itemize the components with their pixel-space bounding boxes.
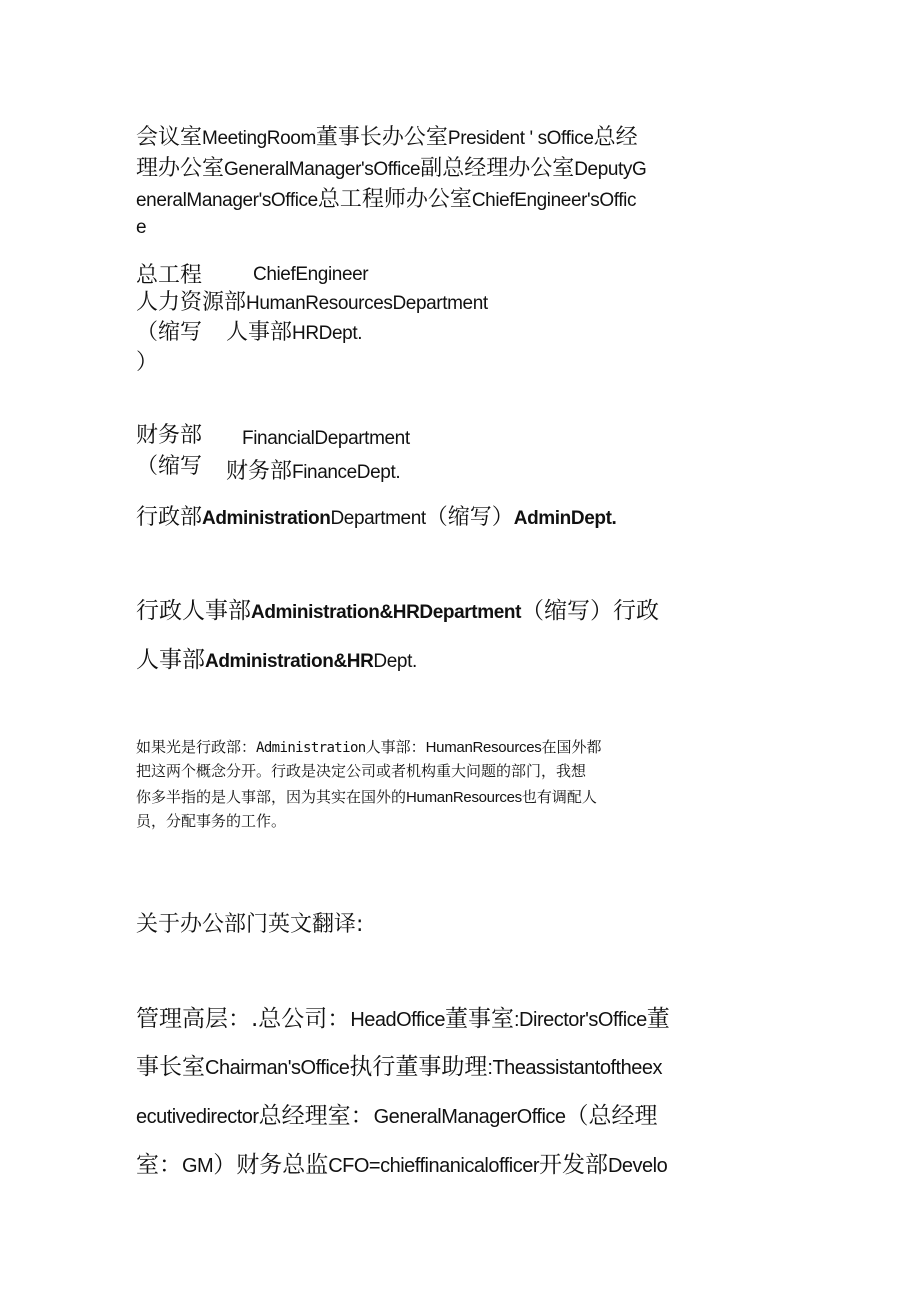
finance-abbr-paren: （缩写 [136, 454, 203, 479]
text-cn: 董事长办公室 [315, 125, 448, 150]
text-cn: 总经 [593, 125, 638, 150]
text-cn: 理办公室 [136, 156, 225, 181]
finance-abbr [226, 461, 400, 483]
text-en: Department [330, 508, 426, 529]
text-en: HumanResourcesDepartment [246, 293, 488, 314]
text-en: Dept. [373, 651, 417, 672]
mgmt-line-4 [136, 1154, 667, 1177]
mgmt-line-3 [136, 1105, 658, 1128]
finance-en: FinancialDepartment [242, 428, 410, 449]
admin-hr-line-2 [136, 649, 417, 672]
text-en: MeetingRoom [202, 128, 316, 149]
office-line-4: e [136, 217, 147, 238]
text-cn: 董事室 [445, 1006, 514, 1032]
text-en: :Director'sOffice [514, 1009, 647, 1031]
chief-engineer-en: ChiefEngineer [253, 264, 369, 285]
admin-department-line [136, 507, 616, 529]
text-cn: 行政部 [136, 505, 203, 530]
text-cn: （缩写）行政 [521, 598, 659, 624]
text-cn: 会议室 [136, 125, 203, 150]
text-cn: 总经理室： [258, 1103, 374, 1129]
text-en: Administration&HRDepartment [251, 602, 521, 623]
text-cn: 事长室 [136, 1054, 205, 1080]
text-en: :Theassistantoftheex [487, 1057, 662, 1079]
text-en: HRDept. [292, 323, 363, 344]
text-cn: 也有调配人 [521, 788, 597, 806]
text-cn: 室： [136, 1152, 182, 1178]
text-en: GM [182, 1155, 214, 1177]
text-en: ChiefEngineer'sOffic [471, 190, 637, 211]
text-cn: （总经理 [565, 1103, 658, 1129]
text-en: AdminDept. [513, 508, 617, 529]
text-cn: （缩写） [425, 505, 514, 530]
text-cn: 副总经理办公室 [420, 156, 575, 181]
office-line-2 [136, 158, 646, 180]
hr-close-paren: ） [136, 350, 159, 375]
text-en: Administration [202, 508, 331, 529]
admin-hr-line-1 [136, 600, 659, 623]
text-en: Chairman'sOffice [205, 1057, 350, 1079]
hr-abbr-paren: （缩写 [136, 320, 203, 345]
para-line-1 [136, 739, 602, 755]
text-cn: 开发部 [538, 1152, 608, 1178]
text-cn: ）财务总监 [213, 1152, 329, 1178]
text-cn: .总公司： [251, 1006, 351, 1032]
text-en: Administration [256, 740, 366, 756]
text-en: Administration&HR [205, 651, 374, 672]
text-en: HumanResources [406, 789, 522, 806]
text-en: CFO=chieffinanicalofficer [328, 1155, 539, 1177]
text-cn: 执行董事助理 [349, 1054, 488, 1080]
office-line-3 [136, 189, 636, 211]
text-cn: 行政人事部 [136, 598, 251, 624]
text-en: FinanceDept. [292, 462, 401, 483]
text-en: eneralManager'sOffice [136, 190, 318, 211]
text-cn: 人力资源部 [136, 290, 247, 315]
text-cn: 总工程师办公室 [317, 187, 472, 212]
office-line-1 [136, 127, 638, 149]
text-en: GeneralManagerOffice [373, 1106, 566, 1128]
text-en: HumanResources [425, 739, 542, 756]
text-en: DeputyG [574, 159, 647, 180]
para-line-3 [136, 789, 597, 805]
text-cn: 在国外都 [541, 738, 602, 756]
text-cn: 董 [646, 1006, 670, 1032]
hr-department-line [136, 292, 488, 314]
text-cn: 人事部 [226, 320, 293, 345]
text-en: President ' sOffice [447, 128, 594, 149]
text-cn: 如果光是行政部： [136, 738, 257, 756]
text-cn: 管理高层： [136, 1006, 251, 1032]
mgmt-line-1 [136, 1008, 670, 1031]
text-en: GeneralManager'sOffice [224, 159, 421, 180]
section-heading: 关于办公部门英文翻译: [136, 912, 364, 937]
text-cn: 人事部 [136, 647, 205, 673]
text-en: HeadOffice [350, 1009, 445, 1031]
para-line-4: 员，分配事务的工作。 [136, 812, 287, 830]
hr-abbr [226, 322, 362, 344]
finance-cn: 财务部 [136, 423, 203, 448]
text-cn: 财务部 [226, 459, 293, 484]
para-line-2: 把这两个概念分开。行政是决定公司或者机构重大问题的部门，我想 [136, 762, 587, 780]
text-en: Develo [607, 1155, 668, 1177]
mgmt-line-2 [136, 1056, 662, 1079]
text-en: ecutivedirector [136, 1106, 259, 1128]
text-cn: 人事部： [365, 738, 426, 756]
text-cn: 你多半指的是人事部，因为其实在国外的 [136, 788, 407, 806]
chief-engineer-cn: 总工程 [136, 263, 203, 288]
